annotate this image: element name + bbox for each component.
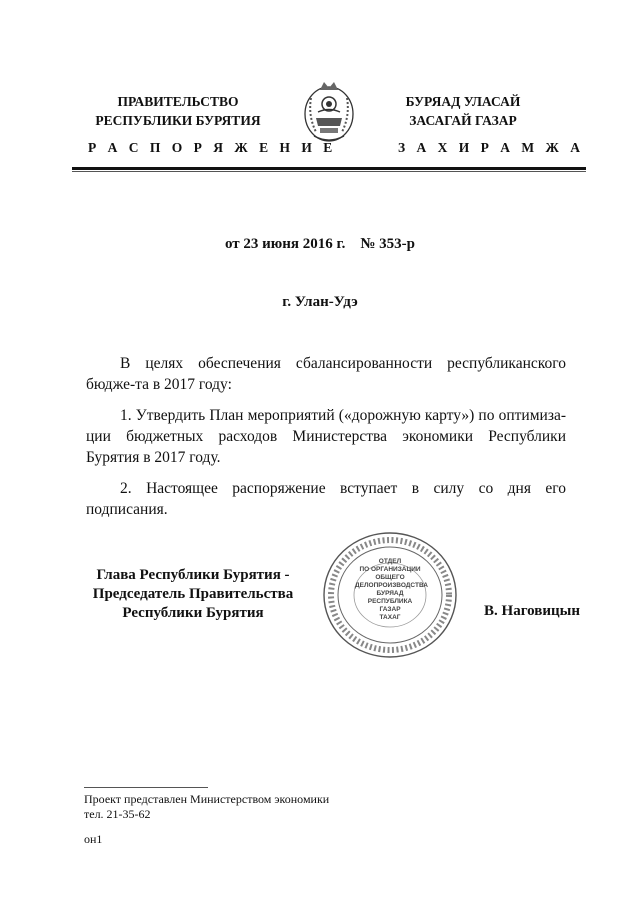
footer-separator	[84, 787, 208, 788]
doc-type-left: Р А С П О Р Я Ж Е Н И Е	[88, 140, 337, 155]
signatory-title	[78, 566, 308, 623]
footer-code: он1	[84, 832, 103, 846]
stamp-line-4: ДЕЛОПРОИЗВОДСТВА	[355, 582, 429, 589]
official-stamp	[320, 530, 460, 660]
header-right-line-1: БУРЯАД УЛАСАЙ	[405, 94, 521, 109]
stamp-line-6: РЕСПУБЛИКА	[367, 598, 413, 605]
footer-phone: тел. 21-35-62	[84, 807, 151, 821]
header-right-line-2: ЗАСАГАЙ ГАЗАР	[409, 113, 517, 128]
stamp-line-7: ГАЗАР	[379, 606, 401, 613]
header-rule-thin	[72, 171, 586, 172]
stamp-line-2: ПО ОРГАНИЗАЦИИ	[359, 566, 421, 573]
signatory-title-line-2: Председатель Правительства	[92, 586, 294, 602]
header-left-line-2: РЕСПУБЛИКИ БУРЯТИЯ	[95, 113, 261, 128]
stamp-center-text	[355, 558, 429, 622]
header-left-line-1: ПРАВИТЕЛЬСТВО	[117, 94, 239, 109]
signatory-title-line-3: Республики Бурятия	[122, 605, 264, 621]
date-number-line: от 23 июня 2016 г. № 353-р	[224, 236, 416, 252]
stamp-line-8: ТАХАГ	[379, 614, 401, 621]
body-paragraph-3: 2. Настоящее распоряжение вступает в силу со дня его подписания.	[86, 480, 566, 518]
body-paragraph-2: 1. Утвердить План мероприятий («дорожную карту») по оптимиза-ции бюджетных расходов Министерства экономики Республики Бурятия в 2017 году.	[86, 407, 566, 466]
header-right	[383, 92, 543, 130]
footer-prepared-by: Проект представлен Министерством экономики	[84, 792, 330, 806]
coat-of-arms-emblem	[296, 76, 362, 148]
stamp-line-3: ОБЩЕГО	[375, 574, 405, 581]
header-left	[78, 92, 278, 130]
doc-type-right: З А Х И Р А М Ж А	[398, 140, 584, 155]
city-line: г. Улан-Удэ	[282, 294, 358, 310]
stamp-line-1: ОТДЕЛ	[378, 558, 402, 565]
stamp-line-5: БУРЯАД	[376, 590, 404, 597]
signatory-title-line-1: Глава Республики Бурятия -	[96, 567, 290, 583]
body-paragraph-1: В целях обеспечения сбалансированности республиканского бюдже-та в 2017 году:	[86, 355, 566, 393]
header-rule-thick	[72, 167, 586, 170]
signatory-name: В. Наговицын	[484, 603, 580, 619]
